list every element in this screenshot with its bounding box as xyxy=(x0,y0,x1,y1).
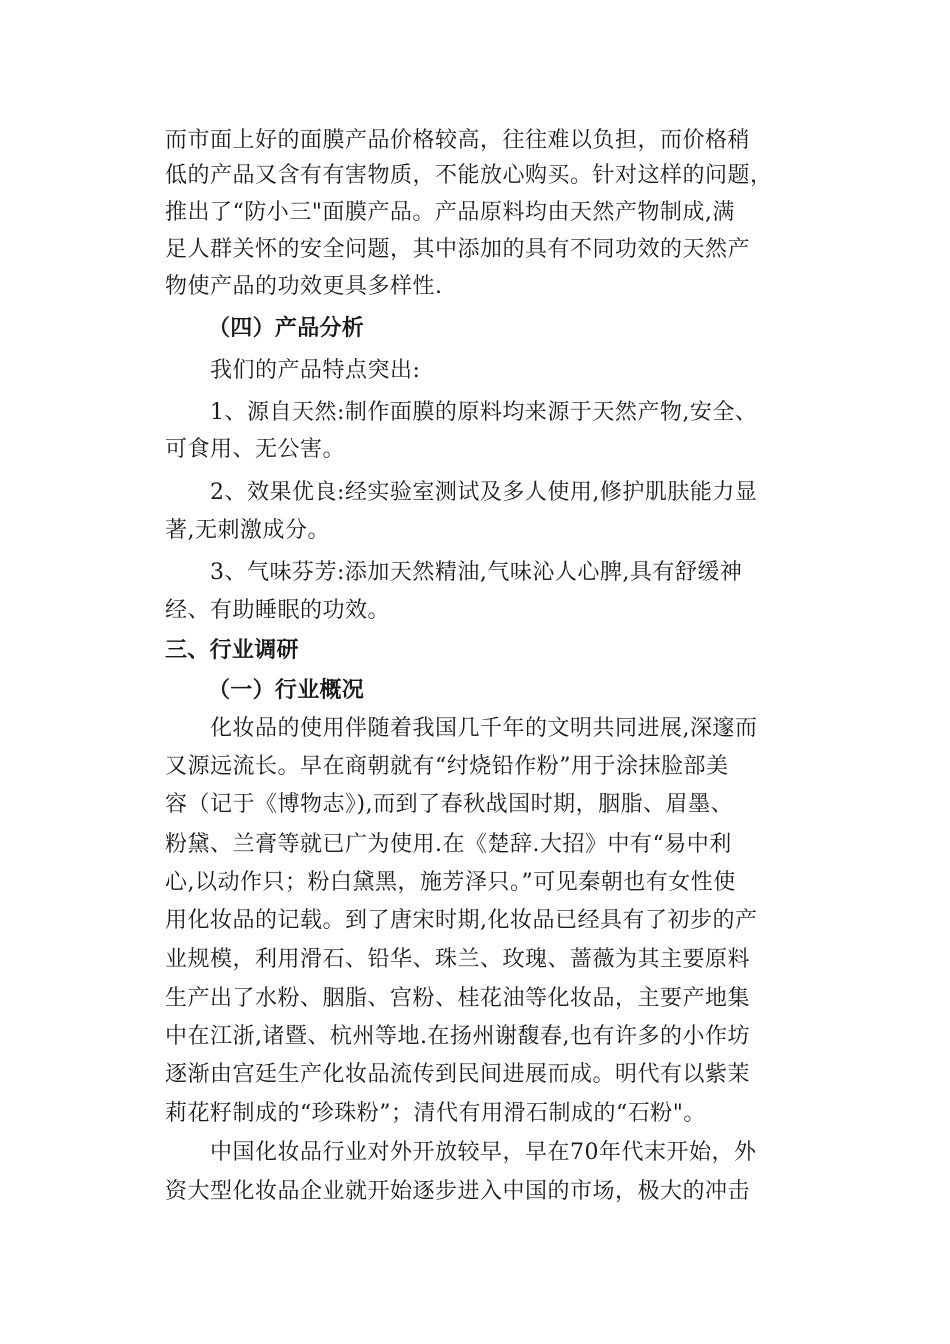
section-heading-product-analysis: （四）产品分析 xyxy=(208,316,365,341)
paragraph-line: 逐渐由宫廷生产化妆品流传到民间进展而成。明代有以紫茉 xyxy=(165,1062,751,1087)
list-item-line: 著,无刺激成分。 xyxy=(165,518,330,543)
paragraph-line: 业规模，利用滑石、铅华、珠兰、玫瑰、蔷薇为其主要原料 xyxy=(165,947,751,972)
paragraph-line: 生产出了水粉、胭脂、宫粉、桂花油等化妆品，主要产地集 xyxy=(165,986,751,1011)
list-item-line: 经、有助睡眠的功效。 xyxy=(165,598,391,623)
paragraph-line: 化妆品的使用伴随着我国几千年的文明共同进展,深邃而 xyxy=(210,716,758,741)
list-item-line: 3、气味芬芳:添加天然精油,气味沁人心脾,具有舒缓神 xyxy=(210,560,743,585)
paragraph-line: 低的产品又含有有害物质，不能放心购买。针对这样的问题， xyxy=(165,163,773,188)
paragraph-line: 资大型化妆品企业就开始逐步进入中国的市场，极大的冲击 xyxy=(165,1179,751,1204)
paragraph-line: 物使产品的功效更具多样性. xyxy=(165,274,443,299)
paragraph-line: 中国化妆品行业对外开放较早，早在70年代末开始，外 xyxy=(210,1140,757,1165)
paragraph-line: 中在江浙,诸暨、杭州等地.在扬州谢馥春,也有许多的小作坊 xyxy=(165,1024,750,1049)
paragraph-line: 而市面上好的面膜产品价格较高，往往难以负担，而价格稍 xyxy=(165,128,751,153)
paragraph-line: 我们的产品特点突出: xyxy=(210,358,421,383)
paragraph-line: 莉花籽制成的“珍珠粉”；清代有用滑石制成的“石粉"。 xyxy=(165,1101,706,1126)
paragraph-line: 又源远流长。早在商朝就有“纣烧铅作粉”用于涂抹脸部美 xyxy=(165,754,729,779)
paragraph-line: 用化妆品的记载。到了唐宋时期,化妆品已经具有了初步的产 xyxy=(165,908,758,933)
section-heading-industry-research: 三、行业调研 xyxy=(165,638,299,663)
list-item-line: 可食用、无公害。 xyxy=(165,437,346,462)
paragraph-line: 容（记于《博物志》),而到了春秋战国时期，胭脂、眉墨、 xyxy=(165,792,734,817)
paragraph-line: 推出了“防小三"面膜产品。产品原料均由天然产物制成,满 xyxy=(165,200,735,225)
paragraph-line: 心,以动作只；粉白黛黑，施芳泽只。”可见秦朝也有女性使 xyxy=(165,870,736,895)
paragraph-line: 粉黛、兰膏等就已广为使用.在《楚辞.大招》中有“易中利 xyxy=(165,832,732,857)
list-item-line: 1、源自天然:制作面膜的原料均来源于天然产物,安全、 xyxy=(210,400,758,425)
paragraph-line: 足人群关怀的安全问题，其中添加的具有不同功效的天然产 xyxy=(165,237,751,262)
list-item-line: 2、效果优良:经实验室测试及多人使用,修护肌肤能力显 xyxy=(210,480,758,505)
subsection-heading-industry-overview: （一）行业概况 xyxy=(208,678,365,703)
